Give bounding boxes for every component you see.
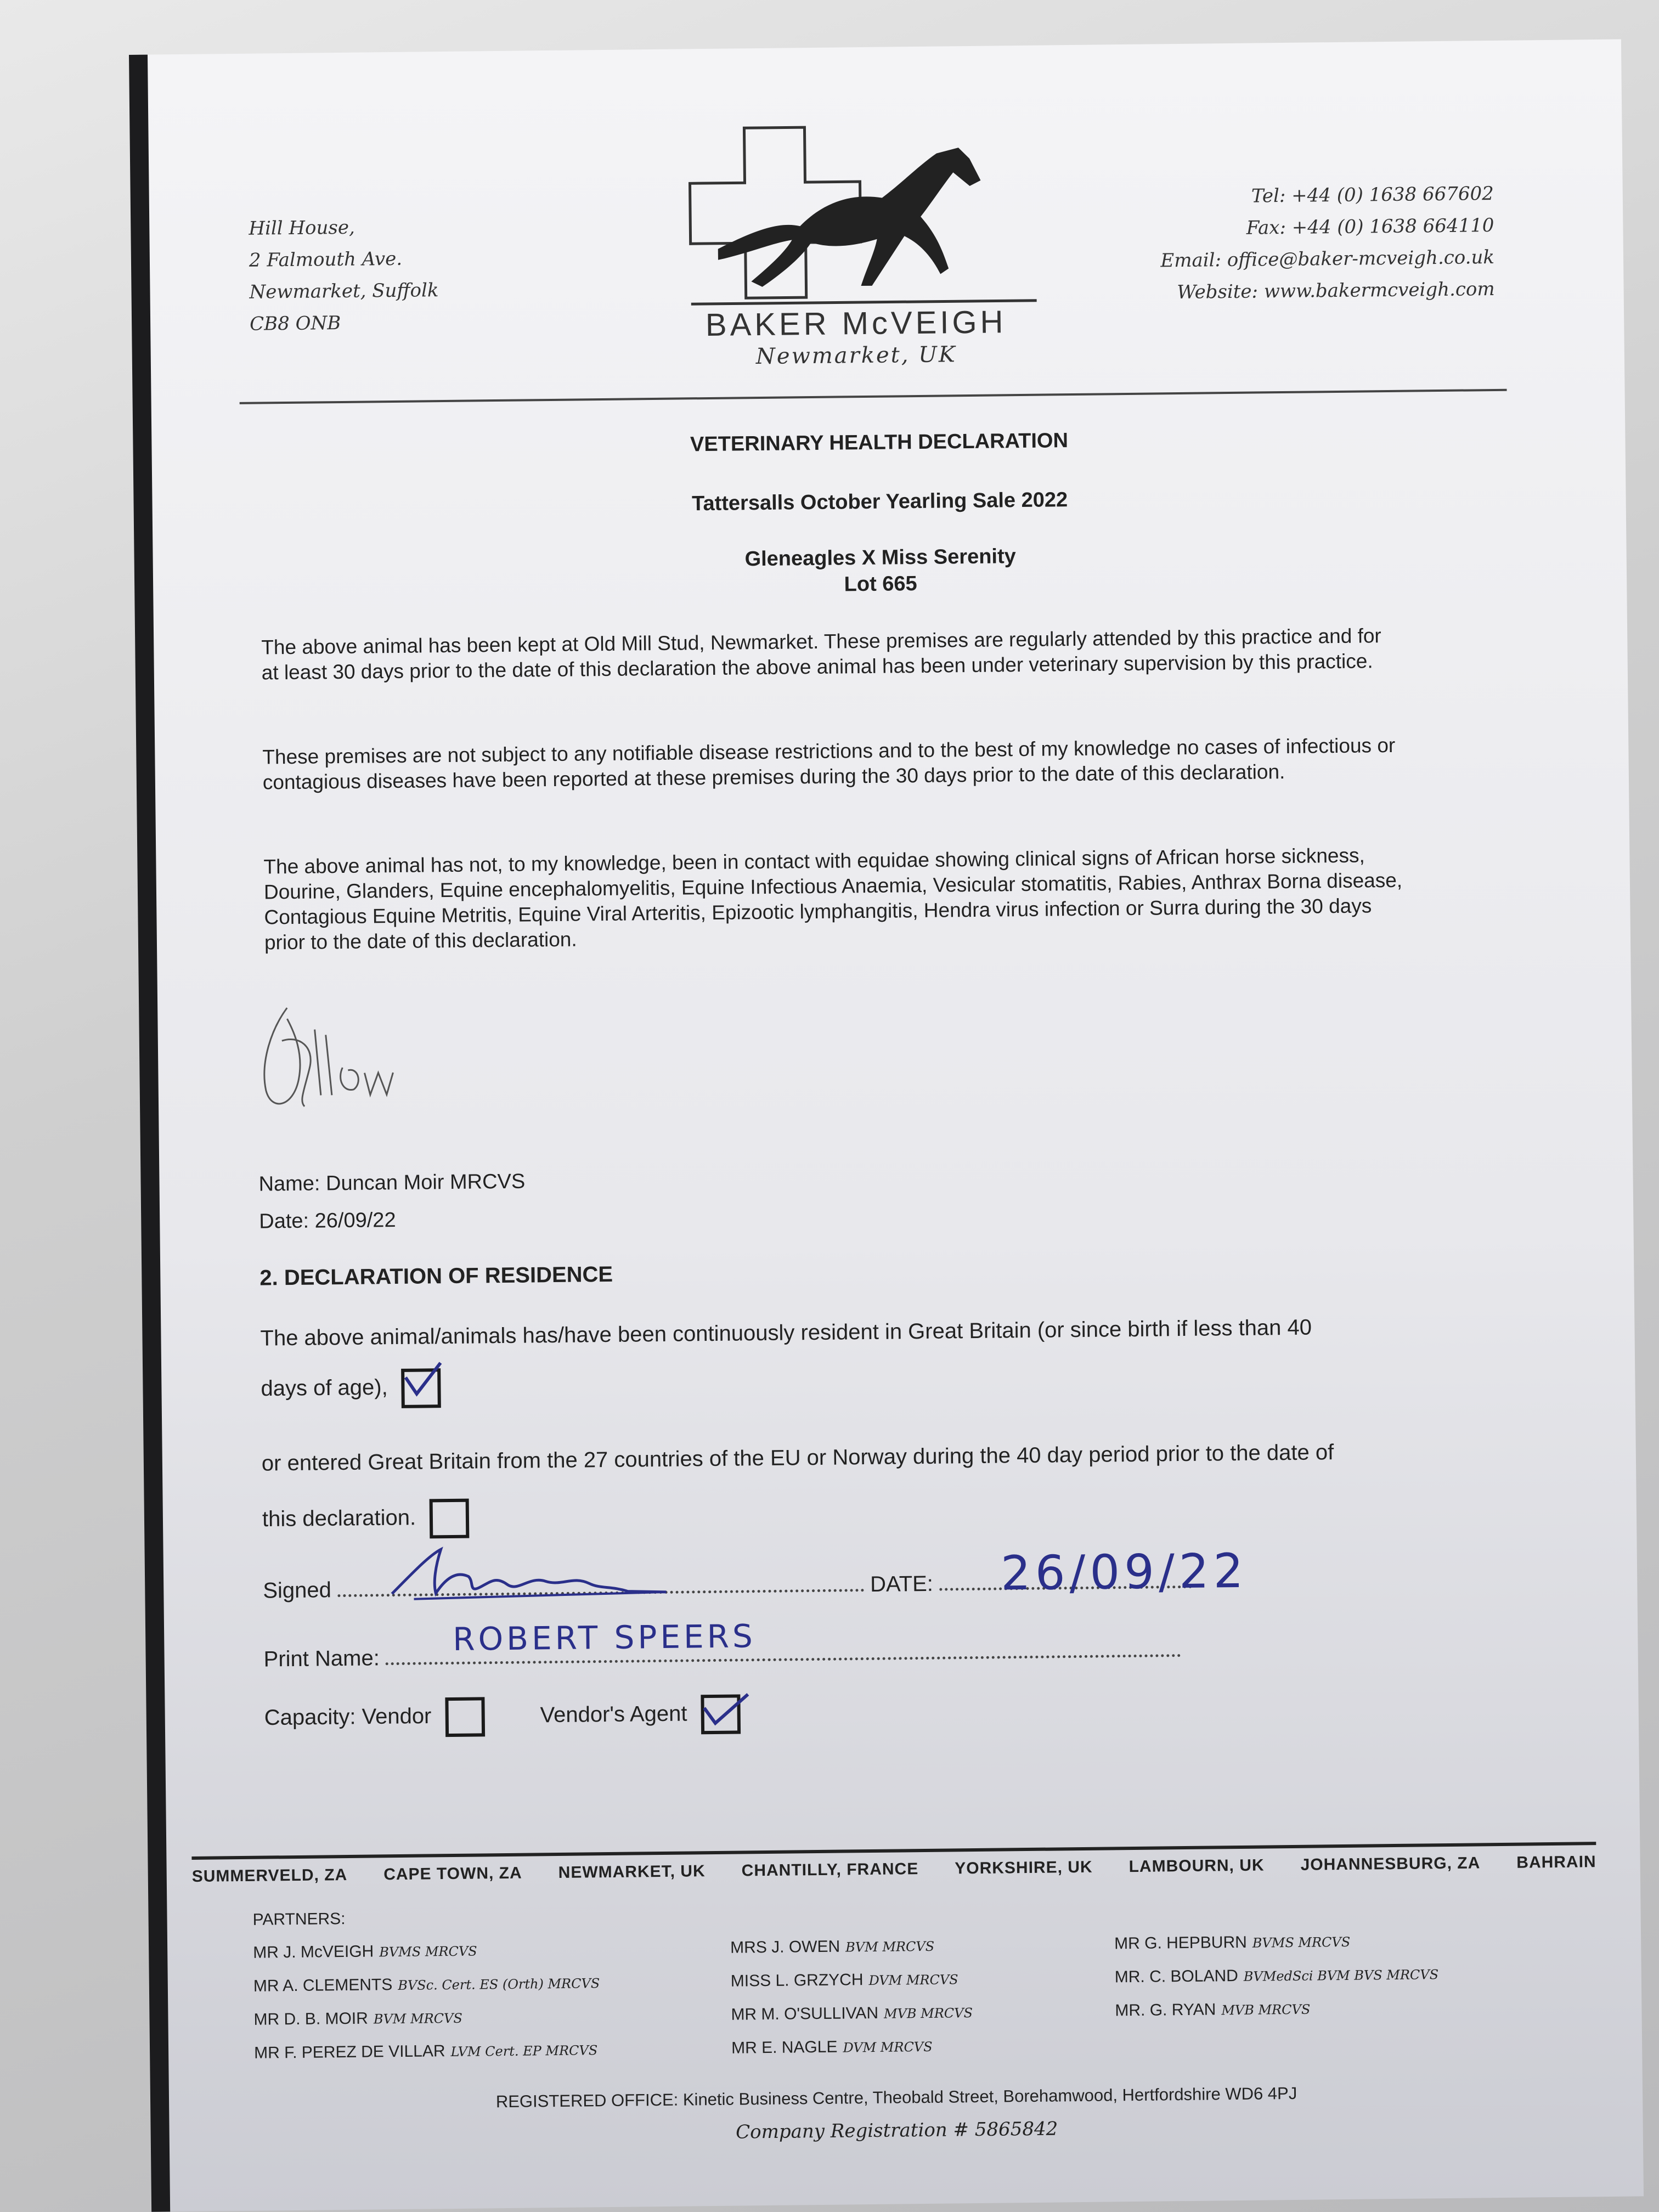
company-contact [1160,178,1495,308]
partner-entry [731,1962,973,1999]
date-label: DATE: [870,1571,934,1597]
declaration-paragraph: These premises are not subject to any notifiable disease restrictions and to the best of my knowledge no cases of infectious or contagious diseases have been reported at these premises during the 30 days prior to the date of this declaration. [262,733,1396,794]
partner-qualification: BVSc. Cert. ES (Orth) MRCVS [398,1976,600,1994]
header-divider [240,389,1507,404]
partner-qualification: MVB MRCVS [883,2005,973,2022]
partner-name: MR G. HEPBURN [1114,1933,1247,1953]
signed-label: Signed [263,1578,332,1603]
residence-statement-line: this declaration. [262,1505,416,1532]
email-line: Email: office@baker-mcveigh.co.uk [1160,246,1495,272]
partner-entry [1115,1991,1439,2028]
location: SUMMERVELD, ZA [191,1866,348,1886]
resident-checkbox[interactable] [401,1368,441,1408]
partner-name: MR. C. BOLAND [1114,1967,1238,1987]
document-title: VETERINARY HEALTH DECLARATION [690,429,1069,456]
handwritten-print-name: ROBERT SPEERS [452,1617,757,1658]
handwritten-date: 26/09/22 [1000,1543,1248,1601]
partner-qualification: DVM MRCVS [843,2039,933,2056]
vendor-signature [380,1530,688,1610]
partner-qualification: MVB MRCVS [1221,2001,1311,2018]
partner-name: MRS J. OWEN [730,1937,840,1957]
partner-entry [254,2033,601,2070]
location: YORKSHIRE, UK [955,1858,1093,1878]
partner-name: MR J. McVEIGH [253,1942,374,1962]
partner-entry [730,1929,972,1965]
location: CAPE TOWN, ZA [383,1864,522,1884]
partners-column-3 [1114,1924,1439,2028]
registered-office: REGISTERED OFFICE: Kinetic Business Centre, Theobald Street, Borehamwood, Hertfordshire WD6 4PJ [495,2083,1297,2112]
partner-qualification: BVM MRCVS [845,1938,935,1955]
partner-name: MR A. CLEMENTS [253,1976,393,1995]
partner-entry [1114,1924,1438,1961]
residence-option-1 [261,1368,441,1409]
company-registration: Company Registration # 5865842 [735,2118,1058,2143]
company-address [249,211,439,340]
vendors-agent-checkbox[interactable] [701,1694,741,1734]
declaration-paragraph: The above animal has been kept at Old Mill Stud, Newmarket. These premises are regularly attended by this practice and for at least 30 days prior to the date of this declaration the above animal has been under veterinary supervision by this practice. [261,624,1381,684]
location: BAHRAIN [1516,1853,1596,1872]
partners-column-2 [730,1929,973,2066]
vendor-checkbox[interactable] [445,1697,485,1737]
residence-statement-line: days of age), [261,1375,388,1401]
partners-title: PARTNERS: [252,1910,346,1929]
brand-block [691,303,1021,370]
capacity-row [264,1694,741,1739]
lot-number: Lot 665 [844,572,917,596]
partner-qualification: BVM MRCVS [373,2010,462,2027]
address-line: CB8 ONB [249,312,341,335]
brand-name: BAKER McVEIGH [705,304,1007,343]
partner-entry [253,1933,600,1970]
partner-qualification: LVM Cert. EP MRCVS [450,2042,598,2060]
office-locations [192,1853,1596,1886]
partner-name: MR D. B. MOIR [253,2009,369,2029]
partner-name: MISS L. GRZYCH [730,1971,864,1990]
residence-statement-line: or entered Great Britain from the 27 countries of the EU or Norway during the 40 day period prior to the date of [261,1440,1334,1476]
address-line: Newmarket, Suffolk [249,279,439,303]
checkmark-icon [401,1361,445,1400]
partner-entry [253,2000,600,2037]
location: JOHANNESBURG, ZA [1300,1854,1481,1874]
brand-location: Newmarket, UK [755,342,957,370]
address-line: Hill House, [249,216,356,240]
vendors-agent-label: Vendor's Agent [540,1701,687,1727]
partner-name: MR E. NAGLE [731,2038,838,2057]
partners-column-1 [253,1933,601,2070]
partner-qualification: BVMedSci BVM BVS MRCVS [1243,1967,1439,1984]
document-page [129,40,1644,2212]
partner-entry [731,2029,973,2066]
partner-qualification: DVM MRCVS [868,1972,958,1989]
declaration-paragraph: The above animal has not, to my knowledge, been in contact with equidae showing clinical signs of African horse sickness, Dourine, Glanders, Equine encephalomyelitis, Equine Infectious Anaemia, Vesicular stomatitis, Rabies, Anthrax Borna disease, Contagious Equine Metritis, Equine Viral Arteritis, Epizootic lymphangitis, Hendra virus infection or Surra during the 30 days prior to the date of this declaration. [263,844,1403,954]
partner-entry [1114,1957,1438,1994]
sale-title: Tattersalls October Yearling Sale 2022 [691,488,1068,516]
partner-qualification: BVMS MRCVS [1252,1934,1351,1951]
residence-statement-line: The above animal/animals has/have been continuously resident in Great Britain (or since birth if less than 40 [260,1315,1312,1351]
partner-name: MR. G. RYAN [1115,2000,1216,2020]
phone-line: Tel: +44 (0) 1638 667602 [1251,182,1494,207]
partner-qualification: BVMS MRCVS [379,1943,477,1960]
website-line: Website: www.bakermcveigh.com [1177,278,1495,304]
vet-signature [249,995,425,1123]
location: CHANTILLY, FRANCE [741,1860,919,1880]
address-line: 2 Falmouth Ave. [249,247,403,272]
vet-name: Name: Duncan Moir MRCVS [258,1170,526,1196]
vet-date: Date: 26/09/22 [259,1209,396,1233]
partner-entry [731,1996,973,2032]
residence-heading: 2. DECLARATION OF RESIDENCE [259,1262,613,1290]
horse-pedigree: Gleneagles X Miss Serenity [744,545,1016,571]
partner-name: MR F. PEREZ DE VILLAR [253,2042,445,2062]
capacity-label: Capacity: Vendor [264,1703,432,1730]
partner-name: MR M. O'SULLIVAN [731,2004,879,2024]
partner-entry [253,1966,600,2004]
checkmark-icon [701,1689,751,1728]
location: LAMBOURN, UK [1128,1856,1265,1876]
location: NEWMARKET, UK [558,1862,706,1882]
print-name-label: Print Name: [263,1646,380,1672]
fax-line: Fax: +44 (0) 1638 664110 [1246,214,1494,239]
